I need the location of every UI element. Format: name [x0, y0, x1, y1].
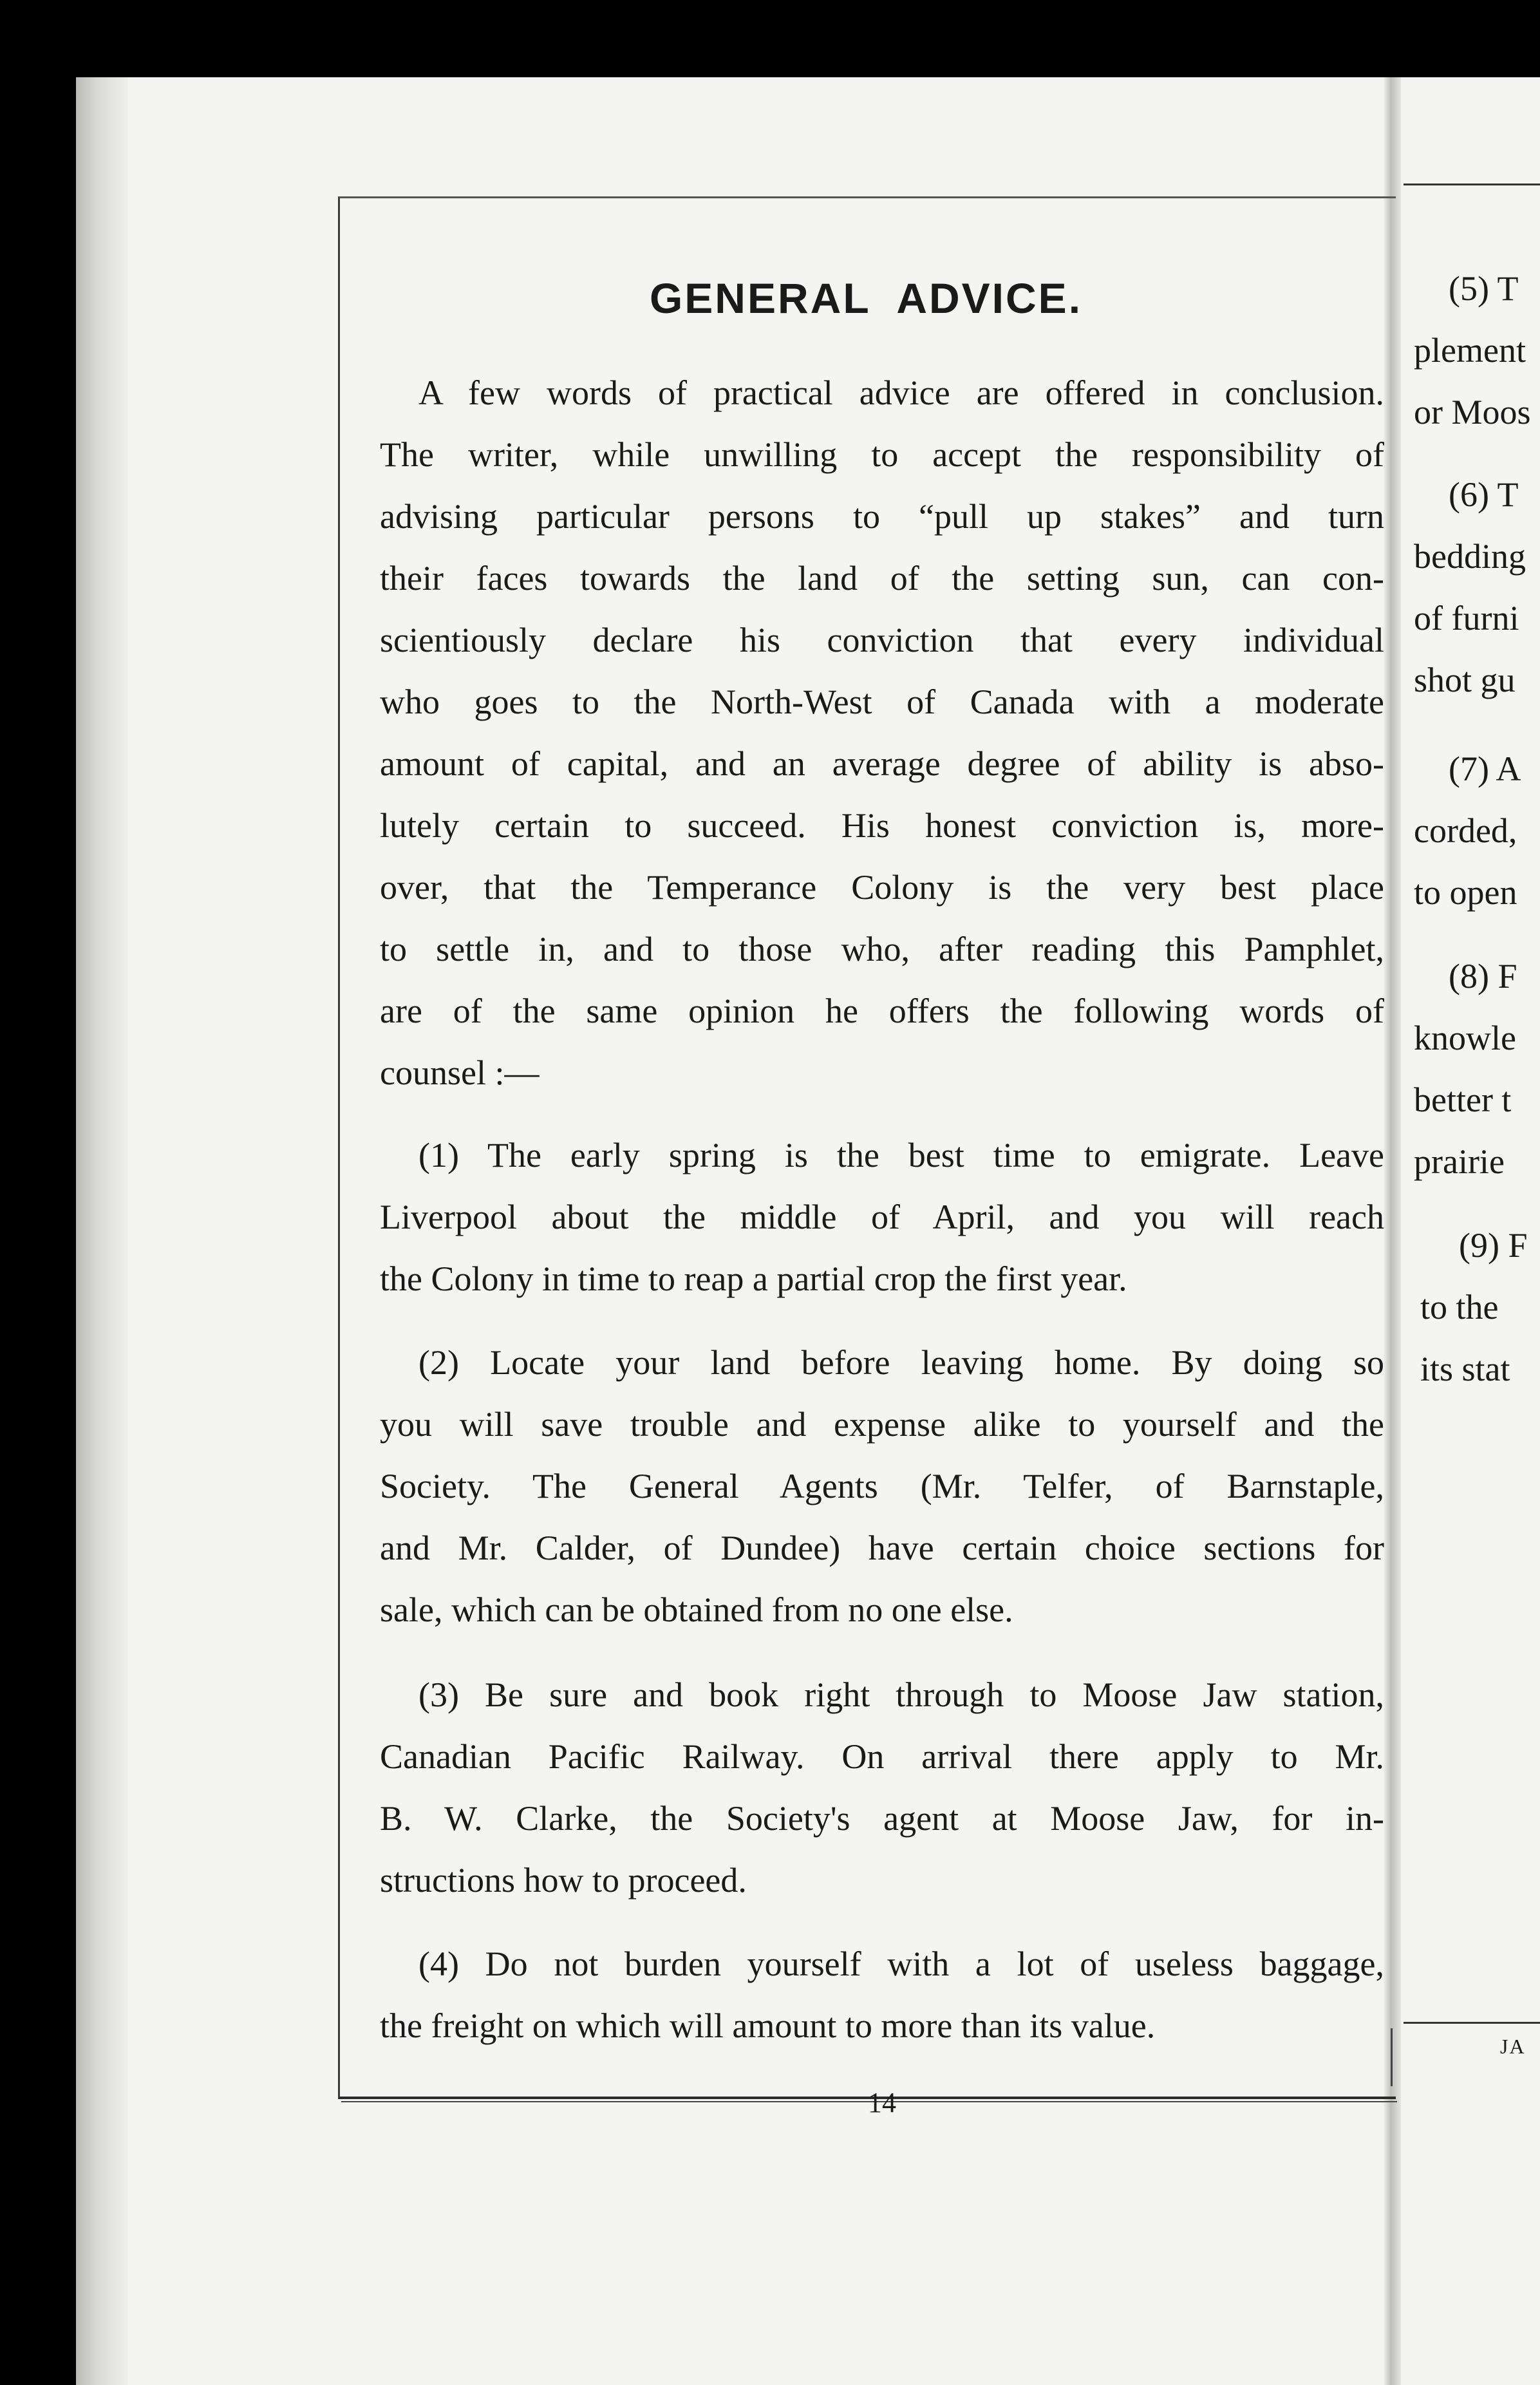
body-line: Society. The General Agents (Mr. Telfer, of Barnstaple, — [380, 1467, 1384, 1505]
body-line: lutely certain to succeed. His honest conviction is, more- — [380, 806, 1384, 845]
facing-page-line: (6) T — [1449, 475, 1519, 514]
facing-page-top-rule — [1404, 184, 1540, 185]
body-line: their faces towards the land of the setting sun, can con- — [380, 559, 1384, 598]
facing-page-signature: JA — [1500, 2035, 1526, 2058]
body-line: you will save trouble and expense alike to yourself and the — [380, 1405, 1384, 1444]
facing-page-line: its stat — [1420, 1350, 1510, 1388]
facing-page-line: to open — [1414, 873, 1517, 912]
facing-page-line: (7) A — [1449, 749, 1521, 788]
facing-page-line: to the — [1420, 1288, 1499, 1326]
body-line: Liverpool about the middle of April, and you will reach — [380, 1198, 1384, 1236]
advice-item-1: (1) The early spring is the best time to emigrate. Leave — [418, 1136, 1384, 1174]
facing-page-line: better t — [1414, 1080, 1512, 1119]
body-line: sale, which can be obtained from no one else. — [380, 1590, 1013, 1629]
facing-page-line: knowle — [1414, 1019, 1516, 1057]
body-line: who goes to the North-West of Canada with a moderate — [380, 683, 1384, 721]
body-line: to settle in, and to those who, after reading this Pamphlet, — [380, 930, 1384, 968]
page-title: GENERAL ADVICE. — [649, 274, 1083, 322]
facing-page-line: corded, — [1414, 811, 1517, 850]
advice-item-4: (4) Do not burden yourself with a lot of useless baggage, — [418, 1945, 1384, 1983]
facing-page-line: (9) F — [1459, 1226, 1528, 1265]
body-line: A few words of practical advice are offered in conclusion. — [418, 373, 1384, 412]
body-line: are of the same opinion he offers the following words of — [380, 992, 1384, 1030]
body-line: scientiously declare his conviction that every individual — [380, 621, 1384, 659]
frame-edge-mark — [1391, 2028, 1393, 2086]
body-line: Canadian Pacific Railway. On arrival there apply to Mr. — [380, 1737, 1384, 1776]
body-line: advising particular persons to “pull up stakes” and turn — [380, 497, 1384, 536]
body-line: structions how to proceed. — [380, 1861, 747, 1900]
advice-item-3: (3) Be sure and book right through to Moose Jaw station, — [418, 1675, 1384, 1714]
page-gutter-shadow — [76, 77, 127, 2385]
facing-page-line: shot gu — [1414, 661, 1516, 699]
facing-page-line: prairie — [1414, 1142, 1505, 1181]
advice-item-2: (2) Locate your land before leaving home. By doing so — [418, 1343, 1384, 1382]
body-line: over, that the Temperance Colony is the very best place — [380, 868, 1384, 907]
body-line: and Mr. Calder, of Dundee) have certain choice sections for — [380, 1529, 1384, 1567]
facing-page-line: (8) F — [1449, 957, 1517, 995]
body-line: the freight on which will amount to more than its value. — [380, 2006, 1156, 2045]
facing-page-line: bedding — [1414, 537, 1526, 576]
facing-page-line: of furni — [1414, 599, 1519, 637]
body-line: the Colony in time to reap a partial crop the first year. — [380, 1259, 1127, 1298]
facing-page-line: (5) T — [1449, 269, 1519, 308]
body-line: The writer, while unwilling to accept the responsibility of — [380, 435, 1384, 474]
facing-page-line: plement — [1414, 331, 1526, 370]
body-line: amount of capital, and an average degree of ability is abso- — [380, 744, 1384, 783]
body-line: counsel :— — [380, 1053, 540, 1092]
body-line: B. W. Clarke, the Society's agent at Moose Jaw, for in- — [380, 1799, 1384, 1838]
facing-page-line: or Moos — [1414, 393, 1531, 431]
page-number: 14 — [868, 2087, 896, 2118]
